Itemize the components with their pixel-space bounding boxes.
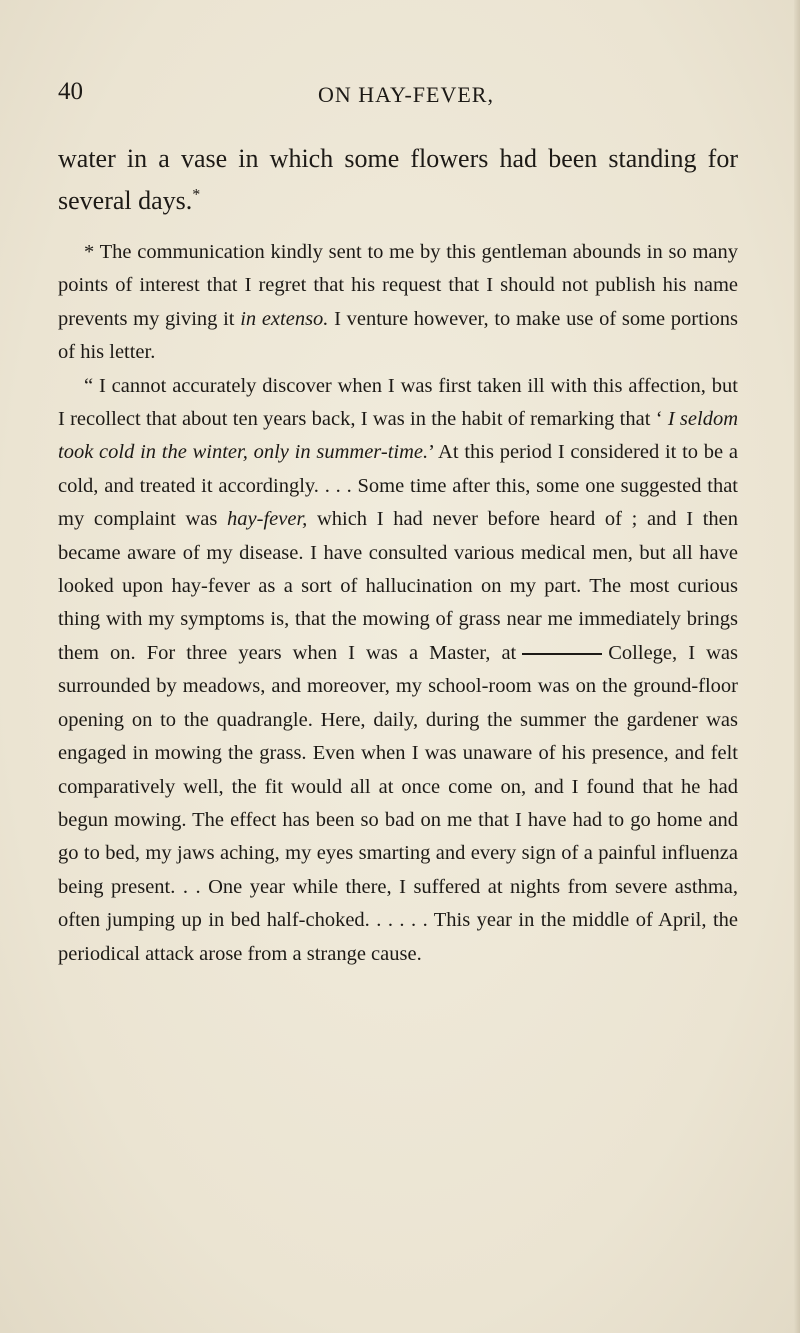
- footnote-reference: *: [192, 186, 201, 204]
- running-head: ON HAY-FEVER,: [318, 82, 494, 107]
- redaction-dash: [522, 653, 602, 655]
- footnote-marker: *: [84, 241, 95, 263]
- main-paragraph: [58, 138, 738, 222]
- footnote-quote: “ I cannot accurately discover when I was first taken ill with this affection, but I recollect that about ten years back, I was in the habit of remarking that ‘ I seldom took cold in the winter, only in summer-time.’ At this period I considered it to be a cold, and treated it accordingly. . . . Some time after this, some one suggested that my complaint was hay-fever, which I had never before heard of ; and I then became aware of my disease. I have consulted various medical men, but all have looked upon hay-fever as a sort of hallucination on my part. The most curious thing with my symptoms is, that the mowing of grass near me immediately brings them on. For three years when I was a Master, at College, I was surrounded by meadows, and moreover, my school-room was on the ground-floor opening on to the quadrangle. Here, daily, during the summer the gardener was engaged in mowing the grass. Even when I was unaware of his presence, and felt comparatively well, the fit would all at once come on, and I found that he had begun mowing. The effect has been so bad on me that I have had to go home and go to bed, my jaws aching, my eyes smarting and every sign of a painful influenza being present. . . One year while there, I suffered at nights from severe asthma, often jumping up in bed half-choked. . . . . . This year in the middle of April, the periodical attack arose from a strange cause.: [58, 374, 739, 965]
- footnote: [58, 236, 738, 971]
- page-header: [58, 78, 738, 118]
- footnote-intro: * The communication kindly sent to me by this gentleman abounds in so many points of interest that I regret that his request that I should not publish his name prevents my giving it in extenso. I venture however, to make use of some portions of his letter.: [58, 241, 738, 364]
- page-edge: [794, 0, 800, 1333]
- main-text: water in a vase in which some flowers had been standing for several days.: [58, 144, 738, 215]
- page-number: 40: [58, 78, 83, 105]
